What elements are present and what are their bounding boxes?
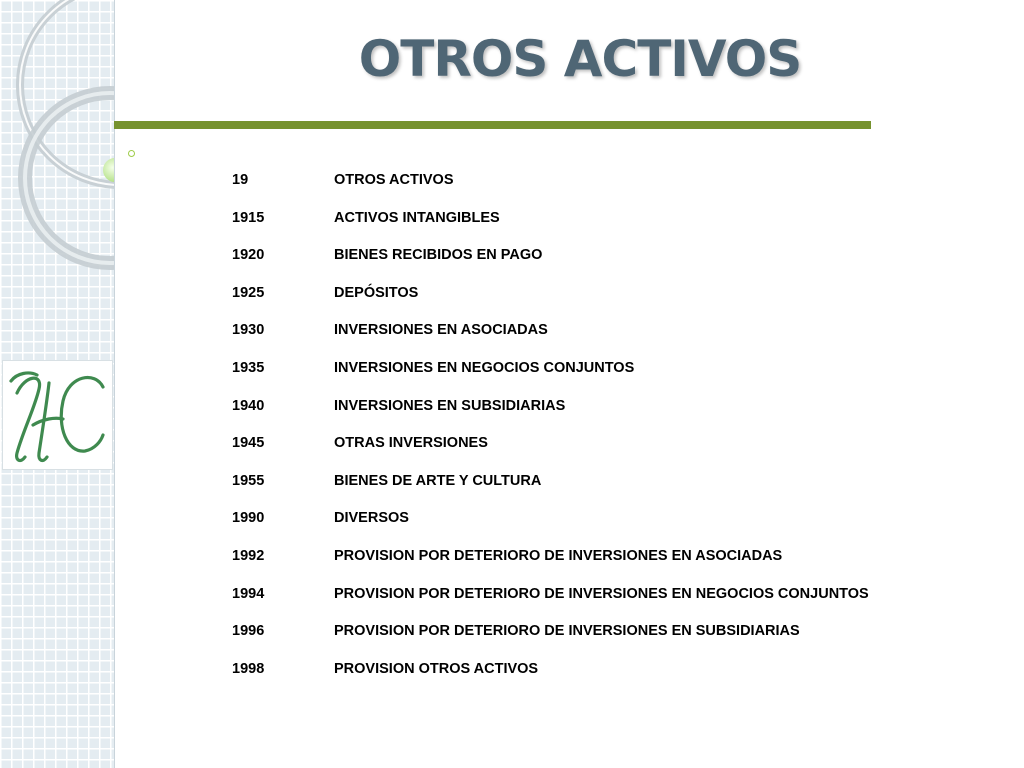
- account-name: INVERSIONES EN ASOCIADAS: [334, 322, 548, 339]
- account-code: 1992: [232, 547, 265, 564]
- account-name: OTROS ACTIVOS: [334, 172, 454, 188]
- account-name: PROVISION POR DETERIORO DE INVERSIONES EN ASOCIADAS: [334, 547, 783, 564]
- account-name: BIENES RECIBIDOS EN PAGO: [334, 247, 543, 264]
- account-code: 1990: [232, 510, 265, 527]
- account-code: 1998: [232, 660, 265, 677]
- hc-logo: [2, 360, 113, 470]
- account-code: 1994: [232, 585, 265, 602]
- account-name: ACTIVOS INTANGIBLES: [334, 209, 500, 226]
- account-code: 1945: [232, 435, 265, 452]
- account-row: [232, 548, 869, 586]
- account-row: [232, 322, 869, 360]
- bullet-dot-icon: [103, 158, 114, 182]
- small-ring-icon: [128, 150, 135, 157]
- account-code: 1915: [232, 209, 265, 226]
- title-divider: [114, 121, 871, 129]
- account-code: 1930: [232, 322, 265, 339]
- account-name: INVERSIONES EN SUBSIDIARIAS: [334, 397, 566, 414]
- account-code: 1935: [232, 359, 265, 376]
- page-title: OTROS ACTIVOS: [358, 30, 802, 88]
- account-name: BIENES DE ARTE Y CULTURA: [334, 472, 542, 489]
- account-code: 1920: [232, 247, 265, 264]
- account-row: [232, 510, 869, 548]
- account-name: DIVERSOS: [334, 510, 409, 527]
- account-list: [232, 172, 869, 698]
- hc-monogram-icon: [3, 361, 112, 469]
- decorative-rings: [0, 0, 114, 300]
- account-row: [232, 586, 869, 624]
- account-row: [232, 473, 869, 511]
- account-name: DEPÓSITOS: [334, 284, 419, 301]
- sidebar-pattern: [0, 0, 115, 768]
- account-row: [232, 435, 869, 473]
- account-name: PROVISION POR DETERIORO DE INVERSIONES EN SUBSIDIARIAS: [334, 623, 800, 640]
- account-row: [232, 661, 869, 699]
- account-row: [232, 210, 869, 248]
- account-row: [232, 172, 869, 210]
- account-row: [232, 360, 869, 398]
- account-name: OTRAS INVERSIONES: [334, 435, 488, 452]
- account-row: [232, 623, 869, 661]
- account-row: [232, 247, 869, 285]
- account-code: 1940: [232, 397, 265, 414]
- account-code: 1925: [232, 284, 265, 301]
- account-row: [232, 285, 869, 323]
- account-code: 1955: [232, 472, 265, 489]
- account-code: 1996: [232, 623, 265, 640]
- account-row: [232, 398, 869, 436]
- account-name: PROVISION OTROS ACTIVOS: [334, 660, 539, 677]
- account-name: INVERSIONES EN NEGOCIOS CONJUNTOS: [334, 359, 635, 376]
- ring-small: [25, 93, 114, 263]
- account-code: 19: [232, 172, 249, 188]
- account-name: PROVISION POR DETERIORO DE INVERSIONES EN NEGOCIOS CONJUNTOS: [334, 585, 869, 602]
